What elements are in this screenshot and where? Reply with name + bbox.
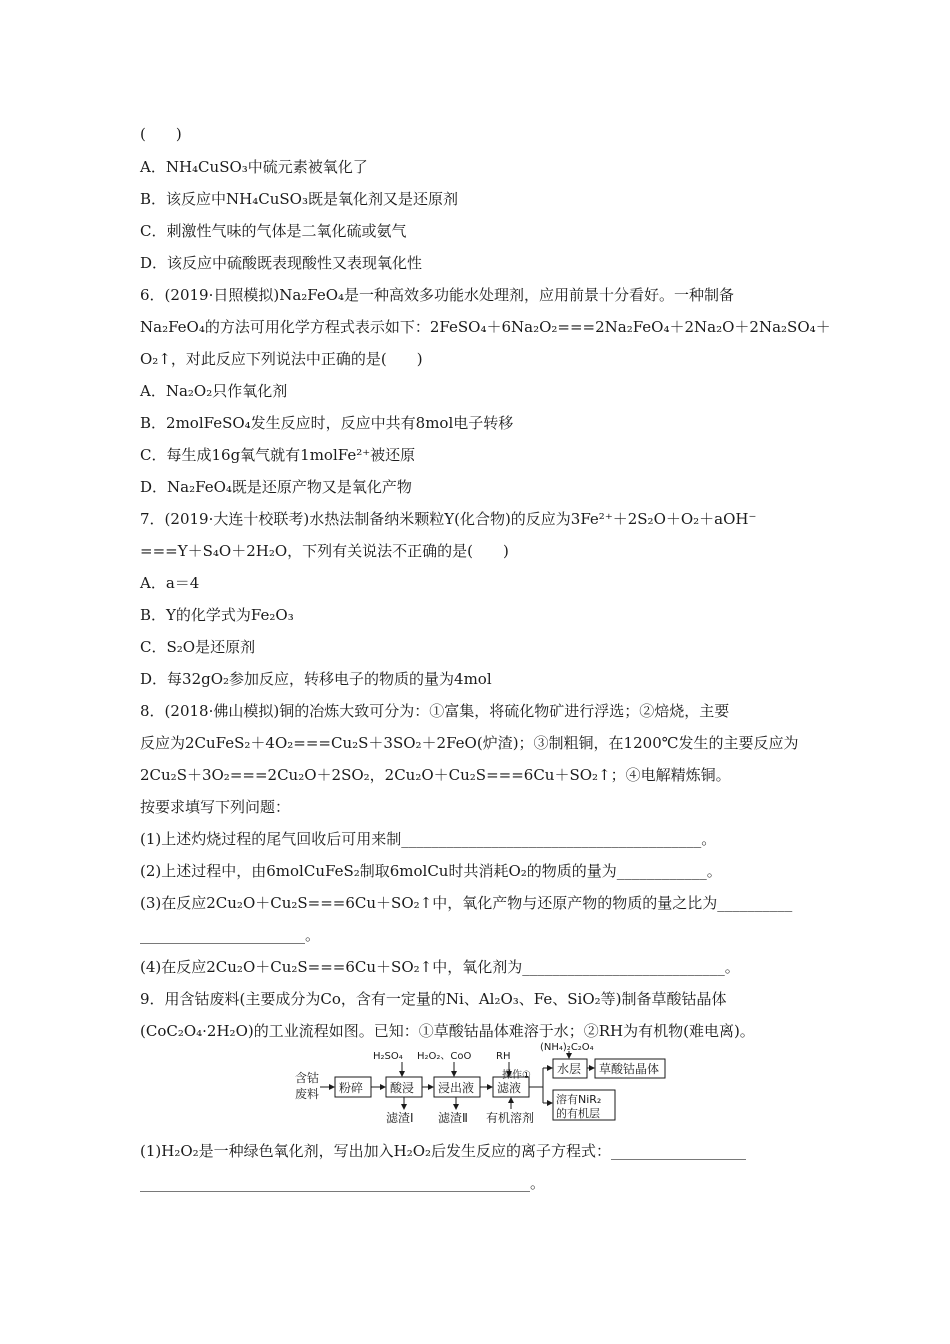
organic-solvent: 有机溶剂	[486, 1111, 535, 1125]
question-8-instruction: 按要求填写下列问题：	[140, 798, 291, 816]
question-8-reaction: 反应为2CuFeS₂＋4O₂===Cu₂S＋3SO₂＋2FeO(炉渣)；③制粗铜，在1200℃发生的主要反应为	[140, 734, 799, 752]
residue-2: 滤渣Ⅱ	[438, 1111, 468, 1125]
reagent-oxalate: (NH₄)₂C₂O₄	[540, 1042, 594, 1053]
answer-bracket: ( )	[140, 125, 182, 143]
question-9-sub-1: (1)H₂O₂是一种绿色氧化剂，写出加入H₂O₂后发生反应的离子方程式：__________________	[140, 1142, 747, 1160]
question-7-prompt: ===Y＋S₄O＋2H₂O，下列有关说法不正确的是( )	[140, 542, 509, 560]
box-water-layer-label: 水层	[557, 1062, 582, 1076]
option-a: A．a＝4	[140, 574, 200, 592]
box-filtrate-label: 滤液	[497, 1081, 522, 1095]
box-organic-label: 的有机层	[556, 1107, 600, 1120]
question-6-equation: Na₂FeO₄的方法可用化学方程式表示如下：2FeSO₄＋6Na₂O₂===2Na₂FeO₄＋2Na₂O＋2Na₂SO₄＋	[140, 318, 831, 336]
box-crystal-label: 草酸钴晶体	[599, 1062, 660, 1076]
question-8-stem: 8．(2018·佛山模拟)铜的冶炼大致可分为：①富集，将硫化物矿进行浮选；②焙烧，主要	[140, 702, 730, 720]
operation-label: 操作①	[502, 1070, 531, 1081]
sub-question-3: (3)在反应2Cu₂O＋Cu₂S===6Cu＋SO₂↑中，氧化产物与还原产物的物质的量之比为__________	[140, 894, 793, 912]
box-organic-label: 溶有NiR₂	[556, 1093, 602, 1106]
option-a: A．NH₄CuSO₃中硫元素被氧化了	[140, 158, 368, 176]
reagent-oxidant: H₂O₂、CoO	[417, 1051, 472, 1062]
raw-material-label: 废料	[295, 1087, 320, 1101]
question-6-prompt: O₂↑，对此反应下列说法中正确的是( )	[140, 350, 423, 368]
sub-question-1: (1)上述灼烧过程的尾气回收后可用来制________________________________________。	[140, 830, 717, 848]
option-d: D．该反应中硫酸既表现酸性又表现氧化性	[140, 254, 423, 272]
box-acid-leach-label: 酸浸	[390, 1081, 415, 1095]
option-d: D．Na₂FeO₄既是还原产物又是氧化产物	[140, 478, 412, 496]
reagent-rh: RH	[496, 1051, 511, 1062]
option-c: C．S₂O是还原剂	[140, 638, 256, 656]
question-6-stem: 6．(2019·日照模拟)Na₂FeO₄是一种高效多功能水处理剂，应用前景十分看好。一种制备	[140, 286, 735, 304]
question-9-sub-1-blank: ____________________________________________________。	[140, 1174, 546, 1192]
option-c: C．每生成16g氧气就有1molFe²⁺被还原	[140, 446, 416, 464]
option-d: D．每32gO₂参加反应，转移电子的物质的量为4mol	[140, 670, 492, 688]
question-7-stem: 7．(2019·大连十校联考)水热法制备纳米颗粒Y(化合物)的反应为3Fe²⁺＋2S₂O＋O₂＋aOH⁻	[140, 510, 757, 528]
option-a: A．Na₂O₂只作氧化剂	[140, 382, 288, 400]
question-9-stem: 9．用含钴废料(主要成分为Co，含有一定量的Ni、Al₂O₃、Fe、SiO₂等)制备草酸钴晶体	[140, 990, 727, 1008]
reagent-acid: H₂SO₄	[373, 1051, 403, 1062]
residue-1: 滤渣Ⅰ	[386, 1111, 414, 1125]
sub-question-3-blank: ______________________。	[140, 926, 321, 944]
question-8-reaction-2: 2Cu₂S＋3O₂===2Cu₂O＋2SO₂，2Cu₂O＋Cu₂S===6Cu＋SO₂↑；④电解精炼铜。	[140, 766, 731, 784]
option-b: B．该反应中NH₄CuSO₃既是氧化剂又是还原剂	[140, 190, 458, 208]
process-flowchart	[290, 1040, 690, 1126]
sub-question-2: (2)上述过程中，由6molCuFeS₂制取6molCu时共消耗O₂的物质的量为____________。	[140, 862, 722, 880]
sub-question-4: (4)在反应2Cu₂O＋Cu₂S===6Cu＋SO₂↑中，氧化剂为___________________________。	[140, 958, 740, 976]
option-c: C．刺激性气味的气体是二氧化硫或氨气	[140, 222, 407, 240]
box-crush-label: 粉碎	[339, 1081, 364, 1095]
option-b: B．2molFeSO₄发生反应时，反应中共有8mol电子转移	[140, 414, 514, 432]
option-b: B．Y的化学式为Fe₂O₃	[140, 606, 294, 624]
box-leachate-label: 浸出液	[438, 1081, 475, 1095]
question-9-stem-2: (CoC₂O₄·2H₂O)的工业流程如图。已知：①草酸钴晶体难溶于水；②RH为有机物(难电离)。	[140, 1022, 755, 1040]
raw-material-label: 含钴	[295, 1071, 320, 1085]
